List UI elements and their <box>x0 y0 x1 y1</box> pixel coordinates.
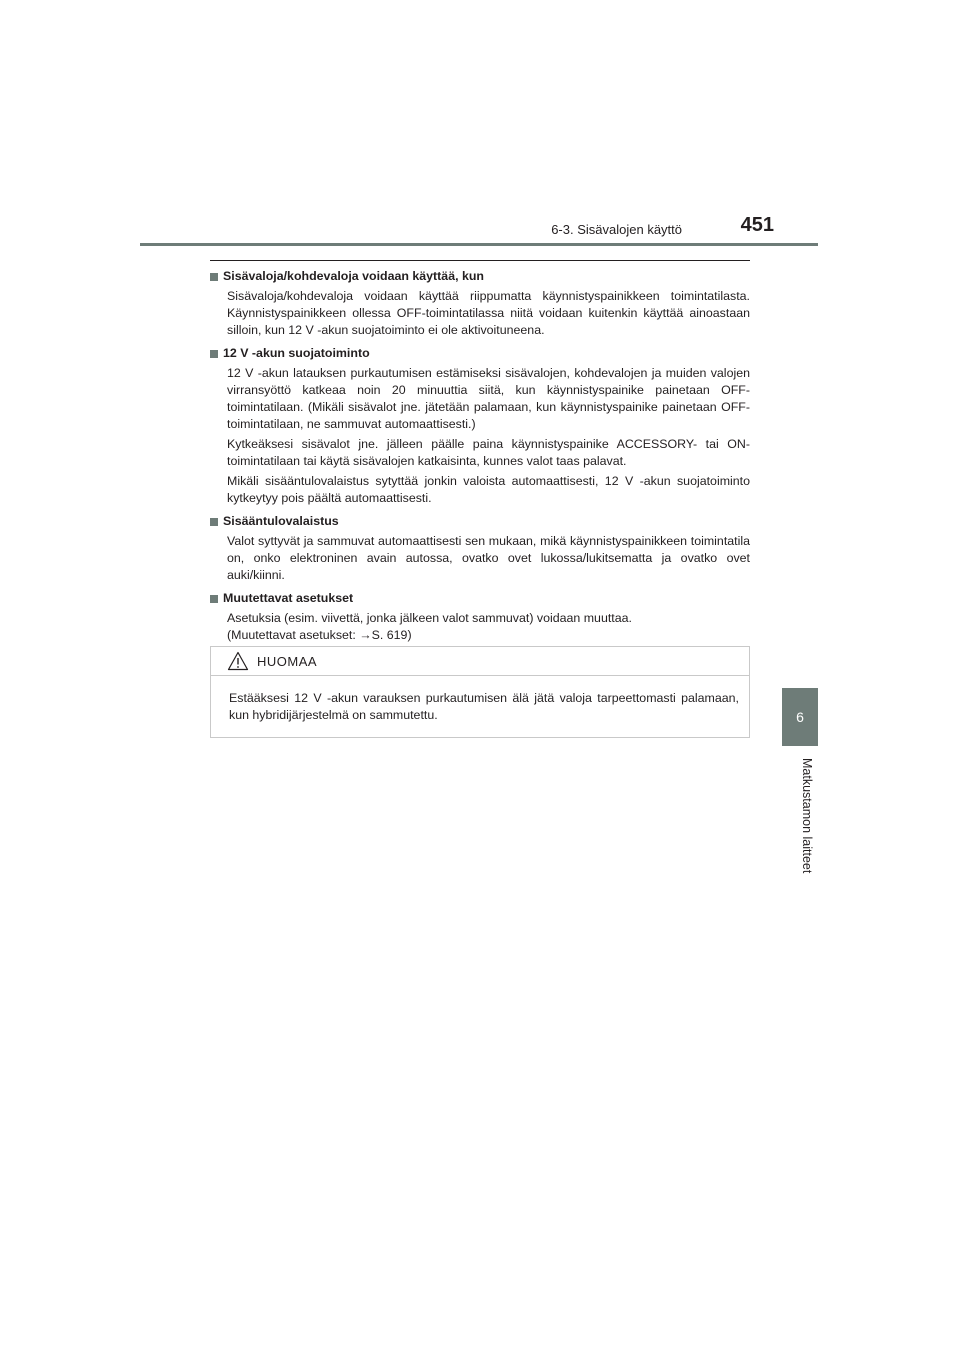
main-content <box>210 268 750 650</box>
item-customizable-settings <box>210 590 750 644</box>
item-title: Sisävaloja/kohdevaloja voidaan käyttää, kun <box>223 269 485 283</box>
item-heading <box>210 590 750 607</box>
page-reference-link[interactable]: (Muutettavat asetukset: →S. 619) <box>227 628 412 642</box>
item-title: Sisääntulovalaistus <box>223 514 339 528</box>
page-header <box>140 214 818 244</box>
item-heading <box>210 268 750 285</box>
square-bullet-icon <box>210 350 218 358</box>
warning-triangle-icon <box>227 651 249 671</box>
header-rule <box>140 243 818 246</box>
notice-header <box>211 647 749 676</box>
item-title: Muutettavat asetukset <box>223 591 354 605</box>
item-entry-lighting <box>210 513 750 584</box>
section-title: 6-3. Sisävalojen käyttö <box>551 222 682 237</box>
item-heading <box>210 345 750 362</box>
notice-box <box>210 646 750 738</box>
chapter-tab <box>782 688 818 746</box>
item-title: 12 V -akun suojatoiminto <box>223 346 370 360</box>
square-bullet-icon <box>210 518 218 526</box>
chapter-title: Matkustamon laitteet <box>800 758 814 874</box>
item-paragraph: Kytkeäksesi sisävalot jne. jälleen päälle paina käynnistyspainike ACCESSORY- tai ON-toimintatilaan tai käytä sisävalojen katkaisinta, kunnes valot taas palavat. <box>227 437 750 468</box>
notice-title: HUOMAA <box>257 653 318 669</box>
notice-text: Estääksesi 12 V -akun varauksen purkautumisen älä jätä valoja tarpeettomasti palamaan, kun hybridijärjestelmä on sammutettu. <box>229 691 739 722</box>
item-paragraph: Valot syttyvät ja sammuvat automaattisesti sen mukaan, mikä käynnistyspainikkeen toimintatila on, onko elektroninen avain autossa, ovatko ovet lukossa/lukitsematta ja ovatko ovet auki/kiinni. <box>227 534 750 582</box>
square-bullet-icon <box>210 595 218 603</box>
square-bullet-icon <box>210 273 218 281</box>
item-paragraph: Asetuksia (esim. viivettä, jonka jälkeen valot sammuvat) voidaan muuttaa. <box>227 611 632 625</box>
content-rule <box>210 260 750 261</box>
item-paragraph: Sisävaloja/kohdevaloja voidaan käyttää riippumatta käynnistyspainikkeen toimintatilasta. Käynnistyspainikkeen ollessa OFF-toimintatilassa niitä voidaan kuitenkin käyttää ainoastaan silloin, kun 12 V -akun suojatoiminto ei ole aktivoituneena. <box>227 289 750 337</box>
item-battery-protection <box>210 345 750 507</box>
chapter-number: 6 <box>796 709 804 725</box>
item-paragraph: 12 V -akun latauksen purkautumisen estämiseksi sisävalojen, kohdevalojen ja muiden valojen virransyöttö katkeaa noin 20 minuuttia siitä, kun käynnistyspainike painetaan OFF-toimintatilaan. (Mikäli sisävalot jne. jätetään palamaan, kun käynnistyspainike painetaan OFF-toimintatilaan, ne sammuvat automaattisesti.) <box>227 366 750 431</box>
item-heading <box>210 513 750 530</box>
page-number: 451 <box>740 214 774 236</box>
item-interior-lights <box>210 268 750 339</box>
item-paragraph: Mikäli sisääntulovalaistus sytyttää jonkin valoista automaattisesti, 12 V -akun suojatoiminto kytkeytyy pois päältä automaattisesti. <box>227 474 750 505</box>
